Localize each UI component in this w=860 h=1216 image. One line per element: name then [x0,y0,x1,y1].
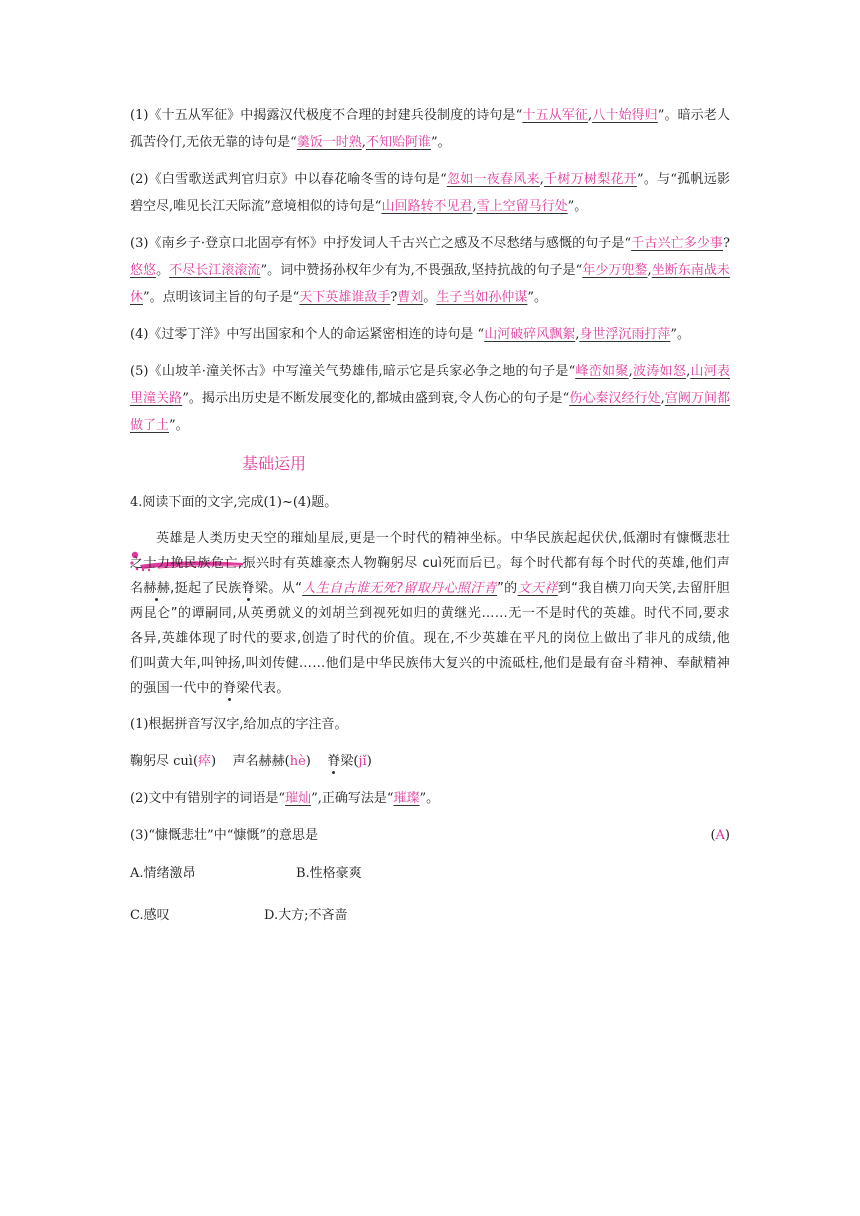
sub2-answer-1: 璀灿 [285,791,312,806]
q1-end: ”。 [430,135,451,150]
passage-part-7: 梁代表。 [236,681,290,696]
sub1-word-2-end: ) [305,754,311,769]
q1-answer-2: 八十始得归 [592,108,658,123]
q3-answer-7: 曹刘 [397,290,424,305]
sub-question-2 [130,785,730,812]
passage-answer-1: 人生自古谁无死?留取丹心照汗青 [302,581,498,596]
passage-part-2: 死而后已。每个时代都有每个时代的英雄,他们声名 [130,556,731,596]
sub1-answer-3: jǐ [358,754,367,769]
reading-passage [130,526,730,701]
sub-question-3 [130,822,730,849]
sub1-answer-2: hè [289,754,306,769]
q1-answer-1: 十五从军征 [522,108,588,123]
q1-answer-4: 不知贻阿谁 [365,135,431,150]
option-c: C.感叹 [130,908,170,923]
passage-answer-2: 文天祥 [517,581,558,596]
sub-question-1: (1)根据拼音写汉字,给加点的字注音。 [130,717,348,732]
q3-answer-8: 生子当如孙仲谋 [436,290,528,305]
sub3-answer-close: ) [724,828,730,843]
q3-answer-5: 坐断东南战未休 [130,263,730,305]
q3-answer-3: 不尽长江滚滚流 [169,263,261,278]
q5-end: ”。 [169,418,189,433]
question-5: (5)《山坡羊·潼关怀古》中写潼关气势雄伟,暗示它是兵家必争之地的句子是“峰峦如聚,波涛如怒,山河表里潼关路”。揭示出历史是不断发展变化的,都城由盛到衰,令人伤心的句子是“伤心秦汉经行处,宫阙万间都做了土”。 [130,364,730,433]
sub2-mid: ”,正确写法是“ [311,791,394,806]
sub1-word-3: 梁( [340,754,359,769]
q2-end: ”。 [567,199,588,214]
section-header [130,449,730,479]
options-row-2 [130,901,730,931]
q5-mid: ”。揭示出历史是不断发展变化的,都城由盛到衰,令人伤心的句子是“ [182,391,570,406]
q4-prefix: (4)《过零丁洋》中写出国家和个人的命运紧密相连的诗句是 “ [130,327,485,342]
q4-answer-1: 山河破碎风飘絮 [484,327,576,342]
sub2-prefix: (2)文中有错别字的词语是“ [130,791,286,806]
q5-answer-4: 伤心秦汉经行处 [569,391,661,406]
sub1-word-1: 鞠躬尽 cuì( [130,754,199,769]
option-a: A.情绪激昂 [130,866,196,881]
sub2-end: ”。 [419,791,440,806]
options-row-1 [130,859,730,889]
worksheet-page [130,102,730,931]
question-3: (3)《南乡子·登京口北固亭有怀》中抒发词人千古兴亡之感及不尽愁绪与感慨的句子是“千古兴亡多少事?悠悠。不尽长江滚滚流”。词中赞扬孙权年少有为,不畏强敌,坚持抗战的句子是“年少万兜鍪,坐断东南战未休”。点明该词主旨的句子是“天下英雄谁敌手?曹刘。生子当如孙仲谋”。 [130,236,730,305]
passage-part-6: 到“我自横刀向天笑,去留肝胆两昆仑”的谭嗣同,从英勇就义的刘胡兰到视死如归的黄继光……无一不是时代的英雄。时代不同,要求各异,英雄体现了时代的要求,创造了时代的价值。现在,不少英雄在平凡的岗位上做出了非凡的成绩,他们叫黄大年,叫钟扬,叫刘传健……他们是中华民族伟大复兴的中流砥柱,他们是最有奋斗精神、奉献精神的强国一代中的 [130,581,730,696]
sub2-answer-2: 璀璨 [393,791,420,806]
q1-mid: ”。暗示老人孤苦伶仃,无依无靠的诗句是“ [130,108,730,150]
q3-answer-6: 天下英雄谁敌手 [299,290,391,305]
reading-intro: 4.阅读下面的文字,完成(1)~(4)题。 [130,495,338,510]
passage-pinyin: cuì [422,556,443,571]
q4-end: ”。 [670,327,691,342]
q3-prefix: (3)《南乡子·登京口北固亭有怀》中抒发词人千古兴亡之感及不尽愁绪与感慨的句子是“ [130,236,632,251]
passage-part-3: ,挺起了民族 [170,581,242,596]
passage-dotted-ji: 脊 [241,581,256,596]
question-2: (2)《白雪歌送武判官归京》中以春花喻冬雪的诗句是“忽如一夜春风来,千树万树梨花开”。与“孤帆远影碧空尽,唯见长江天际流”意境相似的诗句是“山回路转不见君,雪上空留马行处”。 [130,172,730,214]
sub1-word-3-end: ) [366,754,372,769]
q3-answer-1: 千古兴亡多少事 [631,236,723,251]
q2-prefix: (2)《白雪歌送武判官归京》中以春花喻冬雪的诗句是“ [130,172,447,187]
q3-end: ”。 [527,290,548,305]
sub1-dotted-ji: 脊 [327,754,341,769]
q3-mid: ”。词中赞扬孙权年少有为,不畏强敌,坚持抗战的句子是“ [260,263,583,278]
q4-answer-2: 身世浮沉雨打萍 [579,327,671,342]
passage-part-5: ”的 [497,581,518,596]
q3-mid2: ”。点明该词主旨的句子是“ [143,290,300,305]
option-d: D.大方;不吝啬 [264,908,348,923]
q5-answer-1: 峰峦如聚 [575,364,629,379]
passage-dotted-hehe: 赫赫 [143,581,171,596]
passage-dotted-ji-2: 脊 [223,681,237,696]
sub1-word-1-end: ) [211,754,217,769]
q2-answer-1: 忽如一夜春风来 [446,172,540,187]
sub3-answer-open: ( [710,828,716,843]
sub1-word-2: 声名赫赫( [232,754,290,769]
q5-answer-5: 宫阙万间都做了土 [130,391,730,433]
q2-answer-4: 雪上空留马行处 [476,199,568,214]
q5-answer-3: 山河表里潼关路 [130,364,730,406]
q2-answer-2: 千树万树梨花开 [543,172,637,187]
q1-answer-3: 羹饭一时熟 [296,135,362,150]
question-4: (4)《过零丁洋》中写出国家和个人的命运紧密相连的诗句是 “山河破碎风飘絮,身世浮沉雨打萍”。 [130,327,691,342]
sub1-answer-1: 瘁 [198,754,212,769]
passage-part-1: 英雄是人类历史天空的璀灿星辰,更是一个时代的精神坐标。中华民族起起伏伏,低潮时有慷慨悲壮之士力挽民族危亡,振兴时有英雄豪杰人物鞠躬尽 [130,531,730,571]
section-title: 基础运用 [242,454,307,473]
q3-answer-2: 悠悠 [130,263,157,278]
sub3-answer: A [715,828,725,843]
passage-part-4: 梁。从“ [255,581,303,596]
q5-answer-2: 波涛如怒 [632,364,687,379]
sub-question-1-answers [130,748,730,775]
q2-answer-3: 山回路转不见君 [381,199,473,214]
q2-mid: ”。与“孤帆远影碧空尽,唯见长江天际流”意境相似的诗句是“ [130,172,730,214]
sub3-answer-box [710,822,730,849]
q1-prefix: (1)《十五从军征》中揭露汉代极度不合理的封建兵役制度的诗句是“ [130,108,523,123]
q3-answer-4: 年少万兜鍪 [582,263,648,278]
sub3-label: (3)“慷慨悲壮”中“慷慨”的意思是 [130,828,318,843]
option-b: B.性格豪爽 [296,866,362,881]
q5-prefix: (5)《山坡羊·潼关怀古》中写潼关气势雄伟,暗示它是兵家必争之地的句子是“ [130,364,576,379]
question-1: (1)《十五从军征》中揭露汉代极度不合理的封建兵役制度的诗句是“十五从军征,八十始得归”。暗示老人孤苦伶仃,无依无靠的诗句是“羹饭一时熟,不知贻阿谁”。 [130,108,730,150]
